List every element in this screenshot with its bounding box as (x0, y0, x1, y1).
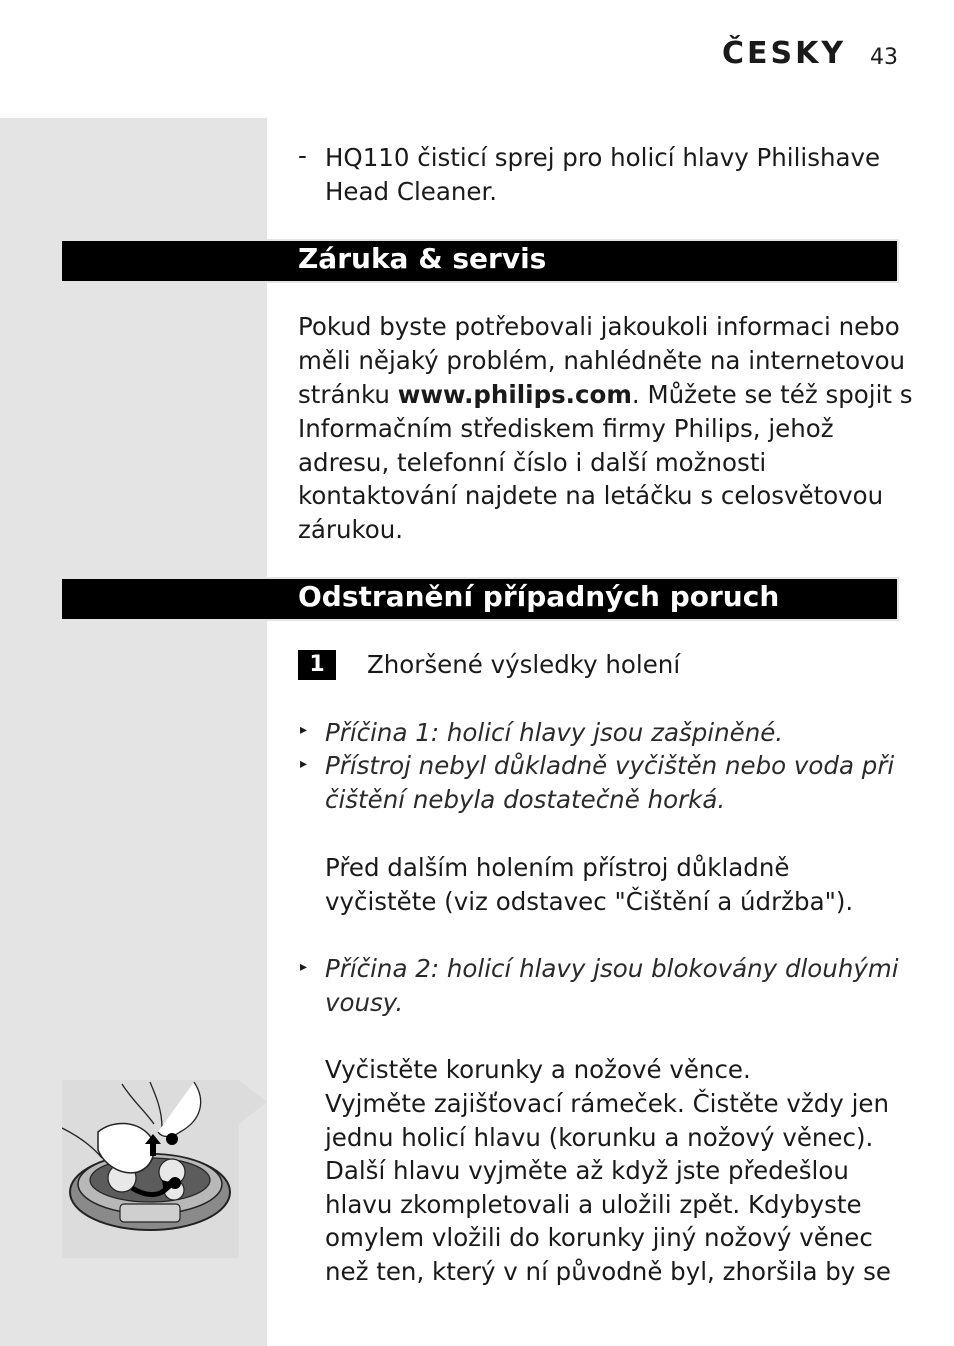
illustration-pointer (239, 1080, 267, 1124)
philips-website-link[interactable]: www.philips.com (397, 380, 632, 409)
warranty-line: zárukou. (298, 515, 404, 544)
bullet-arrow-icon: ▸ (300, 756, 308, 772)
warranty-line: adresu, telefonní číslo i další možnosti (298, 448, 767, 477)
section-title-troubleshooting: Odstranění případných poruch (298, 580, 780, 613)
warranty-text: stránku (298, 380, 398, 409)
solution-line: Před dalším holením přístroj důkladně (325, 853, 790, 882)
problem-title: Zhoršené výsledky holení (367, 650, 681, 679)
solution-line: Další hlavu vyjměte až když jste předešlou (325, 1156, 849, 1185)
solution-line: než ten, který v ní původně byl, zhoršila by se (325, 1257, 891, 1286)
language-heading: ČESKY (722, 36, 847, 71)
list-dash: - (298, 141, 307, 170)
warranty-line: Pokud byste potřebovali jakoukoli informaci nebo (298, 312, 900, 341)
bullet-arrow-icon: ▸ (300, 959, 308, 975)
warranty-line (298, 378, 913, 412)
cause-line: Příčina 2: holicí hlavy jsou blokovány dlouhými (325, 954, 899, 983)
cause-line: vousy. (325, 988, 404, 1017)
cause-line: čištění nebyla dostatečně horká. (325, 785, 726, 814)
solution-line: Vyčistěte korunky a nožové věnce. (325, 1055, 751, 1084)
warranty-line: kontaktování najdete na letáčku s celosvětovou (298, 481, 884, 510)
section-title-warranty: Záruka & servis (298, 242, 547, 275)
solution-line: jednu holicí hlavu (korunku a nožový věnec). (325, 1123, 874, 1152)
accessory-line-2: Head Cleaner. (325, 177, 498, 206)
shaver-head-cleaning-illustration (62, 1080, 239, 1258)
solution-line: omylem vložili do korunky jiný nožový věnec (325, 1223, 873, 1252)
solution-line: Vyjměte zajišťovací rámeček. Čistěte vždy jen (325, 1089, 890, 1118)
warranty-line: Informačním střediskem firmy Philips, jehož (298, 414, 834, 443)
warranty-line: měli nějaký problém, nahlédněte na internetovou (298, 346, 906, 375)
warranty-text: . Můžete se též spojit s (631, 380, 913, 409)
page-number: 43 (870, 45, 898, 70)
cause-line: Přístroj nebyl důkladně vyčištěn nebo voda při (325, 751, 895, 780)
section-bar-troubleshooting (62, 579, 897, 619)
problem-number-badge: 1 (298, 650, 336, 680)
solution-line: vyčistěte (viz odstavec "Čištění a údržba"). (325, 887, 854, 916)
shaver-head-cleaning-icon (62, 1080, 239, 1258)
section-bar-warranty (62, 241, 897, 281)
accessory-line-1: HQ110 čisticí sprej pro holicí hlavy Philishave (325, 143, 881, 172)
cause-line: Příčina 1: holicí hlavy jsou zašpiněné. (325, 718, 784, 747)
bullet-arrow-icon: ▸ (300, 722, 308, 738)
solution-line: hlavu zkompletovali a uložili zpět. Kdybyste (325, 1190, 862, 1219)
